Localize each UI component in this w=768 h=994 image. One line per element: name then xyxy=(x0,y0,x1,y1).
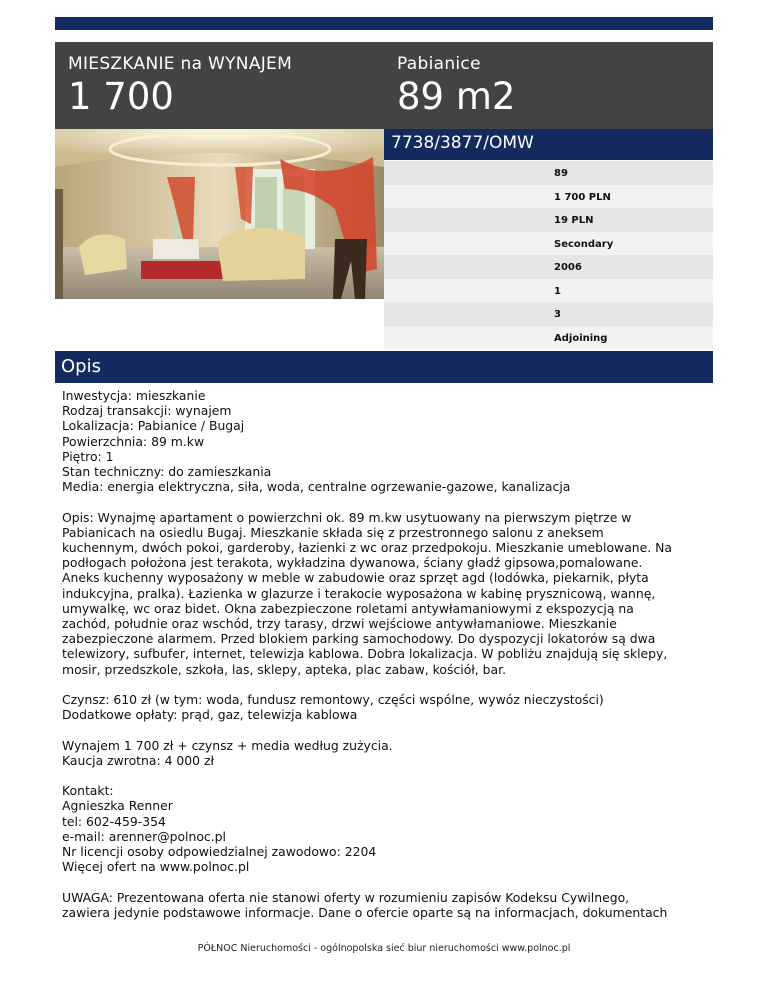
listing-type: MIESZKANIE na WYNAJEM xyxy=(68,54,293,74)
top-accent-bar xyxy=(55,17,713,30)
description-line: Opis: Wynajmę apartament o powierzchni ok. 89 m.kw usytuowany na pierwszym piętrze w xyxy=(62,509,632,525)
description-line: Pabianicach na osiedlu Bugaj. Mieszkanie składa się z przestronnego salonu z aneksem xyxy=(62,524,604,540)
detail-value: Secondary xyxy=(554,238,614,250)
description-line: zawiera jedynie podstawowe informacje. Dane o ofercie oparte są na informacjach, dokumentach xyxy=(62,904,668,920)
description-line: tel: 602-459-354 xyxy=(62,813,166,829)
paragraph-gap xyxy=(62,722,712,737)
description-line: Powierzchnia: 89 m.kw xyxy=(62,433,205,449)
detail-value: 1 xyxy=(554,285,561,297)
detail-value: 89 xyxy=(554,168,568,179)
reference-bar xyxy=(384,129,713,160)
description-line: Kontakt: xyxy=(62,783,114,799)
detail-row xyxy=(384,232,713,256)
paragraph-gap xyxy=(62,768,712,783)
detail-row xyxy=(384,161,713,185)
listing-header xyxy=(55,42,713,129)
section-header xyxy=(55,351,713,383)
detail-row xyxy=(384,302,713,326)
paragraph-gap xyxy=(62,494,712,509)
detail-row xyxy=(384,185,713,209)
paragraph-gap xyxy=(62,677,712,692)
description-line: Dodatkowe opłaty: prąd, gaz, telewizja kablowa xyxy=(62,707,358,723)
page-footer: PÓŁNOC Nieruchomości - ogólnopolska sieć biur nieruchomości www.polnoc.pl xyxy=(197,943,571,954)
description-text xyxy=(62,388,712,920)
detail-row xyxy=(384,255,713,279)
description-line: e-mail: arenner@polnoc.pl xyxy=(62,828,226,844)
description-line: UWAGA: Prezentowana oferta nie stanowi oferty w rozumieniu zapisów Kodeksu Cywilnego, xyxy=(62,889,630,905)
detail-row xyxy=(384,208,713,232)
detail-value: 3 xyxy=(554,309,561,320)
description-line: Inwestycja: mieszkanie xyxy=(62,388,206,403)
description-line: Aneks kuchenny wyposażony w meble w zabudowie oraz sprzęt agd (lodówka, piekarnik, płyta xyxy=(62,570,649,586)
description-line: telewizory, sufbufer, internet, telewizja kablowa. Dobra lokalizacja. W pobliżu znajdują się sklepy, xyxy=(62,646,668,662)
reference-number: 7738/3877/OMW xyxy=(391,133,534,153)
description-line: Lokalizacja: Pabianice / Bugaj xyxy=(62,418,245,434)
details-table xyxy=(384,161,713,349)
description-line: podłogach położona jest terakota, wykładzina dywanowa, ściany gładź gipsowa,pomalowane. xyxy=(62,555,643,571)
description-line: umywalkę, wc oraz bidet. Okna zabezpieczone roletami antywłamaniowymi z ekspozycją na xyxy=(62,600,634,616)
area: 89 m2 xyxy=(397,75,516,118)
description-line: Rodzaj transakcji: wynajem xyxy=(62,403,232,419)
apartment-photo xyxy=(55,129,384,299)
header-right xyxy=(397,54,515,119)
detail-row xyxy=(384,279,713,303)
detail-value: 2006 xyxy=(554,262,582,273)
description-line: Wynajem 1 700 zł + czynsz + media według zużycia. xyxy=(62,737,393,753)
city: Pabianice xyxy=(397,54,481,74)
description-line: mosir, przedszkole, szkoła, las, sklepy, apteka, plac zabaw, kościół, bar. xyxy=(62,661,507,677)
description-line: indukcyjna, pralka). Łazienka w glazurze i terakocie wyposażona w kabinę prysznicową, wannę, xyxy=(62,585,656,601)
description-line: Agnieszka Renner xyxy=(62,798,173,814)
section-title: Opis xyxy=(61,356,101,377)
description-line: Nr licencji osoby odpowiedzialnej zawodowo: 2204 xyxy=(62,844,377,860)
detail-value: 1 700 PLN xyxy=(554,191,611,203)
paragraph-gap xyxy=(62,874,712,889)
description-line: Stan techniczny: do zamieszkania xyxy=(62,464,272,480)
description-line: zabezpieczone alarmem. Przed blokiem parking samochodowy. Do dyspozycji lokatorów są dwa xyxy=(62,631,656,647)
description-line: Kaucja zwrotna: 4 000 zł xyxy=(62,752,215,768)
detail-row xyxy=(384,326,713,350)
description-line: zachód, południe oraz wschód, trzy tarasy, drzwi wejściowe antywłamaniowe. Mieszkanie xyxy=(62,616,617,632)
price: 1 700 xyxy=(68,75,174,118)
header-left xyxy=(68,54,292,119)
description-line: Media: energia elektryczna, siła, woda, centralne ogrzewanie-gazowe, kanalizacja xyxy=(62,479,571,495)
description-line: kuchennym, dwóch pokoi, garderoby, łazienki z wc oraz przedpokoju. Mieszkanie umeblowane. Na xyxy=(62,540,673,556)
detail-value: Adjoining xyxy=(554,332,608,344)
description-line: Piętro: 1 xyxy=(62,448,114,464)
description-line: Więcej ofert na www.polnoc.pl xyxy=(62,859,250,875)
description-line: Czynsz: 610 zł (w tym: woda, fundusz remontowy, części wspólne, wywóz nieczystości) xyxy=(62,692,604,708)
detail-value: 19 PLN xyxy=(554,215,594,226)
